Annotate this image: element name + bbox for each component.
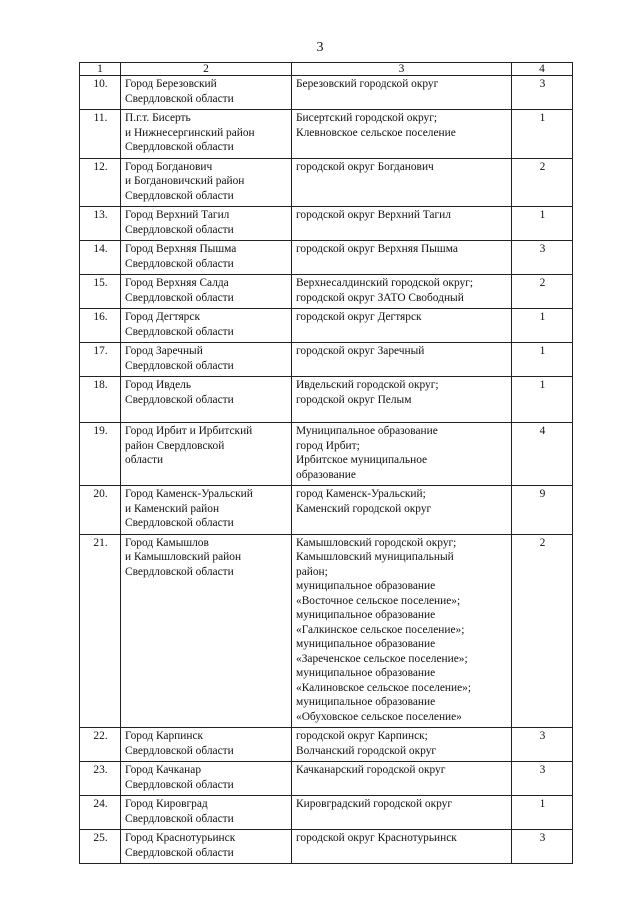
municipality-line: муниципальное образование [296,638,436,650]
count-cell: 2 [512,534,573,728]
table-row [80,830,573,864]
city-line: Свердловской области [125,565,234,578]
city-line: район Свердловской [125,439,225,452]
row-number-cell: 24. [80,796,121,830]
city-cell [121,830,292,864]
count-cell: 1 [512,110,573,159]
city-line: Город Заречный [125,345,203,357]
city-line: Свердловской области [125,812,234,825]
city-line: Город Ивдель [125,379,192,391]
row-number-cell: 18. [80,377,121,423]
row-number-cell: 19. [80,423,121,486]
city-line: Город Березовский [125,78,217,90]
city-cell [121,76,292,110]
municipality-line: городской округ Карпинск; [296,730,428,742]
count-cell: 1 [512,207,573,241]
municipality-line: городской округ ЗАТО Свободный [296,291,464,304]
municipality-cell [292,796,512,830]
row-number-cell: 12. [80,158,121,207]
table-row [80,728,573,762]
page-number: 3 [316,40,324,55]
table-row [80,76,573,110]
table-row [80,343,573,377]
municipality-line: городской округ Верхняя Пышма [296,243,458,255]
municipality-line: Камышловский городской округ; [296,536,457,549]
municipality-line: город Каменск-Уральский; [296,488,426,500]
municipality-line: Березовский городской округ [296,78,439,90]
municipality-line: муниципальное образование [296,580,436,592]
city-line: Свердловской области [125,141,234,153]
row-number-cell: 13. [80,207,121,241]
city-line: Город Богданович [125,160,213,173]
municipality-line: Камышловский муниципальный [296,551,454,563]
city-cell [121,534,292,728]
row-number-cell: 23. [80,762,121,796]
city-line: Свердловской области [125,744,234,757]
municipality-cell [292,241,512,275]
row-number-cell: 17. [80,343,121,377]
municipality-cell [292,158,512,207]
city-cell [121,728,292,762]
municipality-cell [292,207,512,241]
city-line: и Камышловский район [125,551,242,563]
count-cell: 3 [512,241,573,275]
city-cell [121,241,292,275]
table-row [80,207,573,241]
city-line: Свердловской области [125,223,234,236]
municipality-line: городской округ Пелым [296,393,412,406]
city-cell [121,110,292,159]
table-row [80,158,573,207]
city-line: Город Дегтярск [125,311,200,323]
municipality-line: образование [296,468,356,481]
city-line: Город Каменск-Уральский [125,488,253,500]
municipality-cell [292,534,512,728]
city-cell [121,796,292,830]
city-line: Город Верхняя Салда [125,277,229,289]
count-cell: 3 [512,762,573,796]
city-line: Свердловской области [125,291,234,304]
municipality-cell [292,309,512,343]
city-line: области [125,454,164,466]
table-row [80,423,573,486]
municipality-line: городской округ Верхний Тагил [296,209,451,221]
municipality-line: Бисертский городской округ; [296,112,438,124]
city-line: Город Верхняя Пышма [125,243,237,255]
city-cell [121,158,292,207]
table-row [80,241,573,275]
count-cell: 3 [512,76,573,110]
header-col-3: 3 [292,63,512,76]
header-col-1: 1 [80,63,121,76]
city-line: Свердловской области [125,393,234,406]
row-number-cell: 16. [80,309,121,343]
municipality-line: «Обуховское сельское поселение» [296,710,462,723]
municipality-line: муниципальное образование [296,696,436,708]
table-row [80,110,573,159]
municipality-cell [292,830,512,864]
municipality-line: Клевновское сельское поселение [296,126,456,139]
municipality-line: «Галкинское сельское поселение»; [296,623,465,636]
header-col-4: 4 [512,63,573,76]
city-line: Город Камышлов [125,536,209,549]
municipalities-table [79,62,573,864]
city-line: Свердловской области [125,325,234,338]
city-line: Город Ирбит и Ирбитский [125,425,253,437]
table-row [80,796,573,830]
count-cell: 9 [512,486,573,535]
table-row [80,486,573,535]
row-number-cell: 20. [80,486,121,535]
city-cell [121,207,292,241]
municipality-line: городской округ Краснотурьинск [296,832,457,844]
municipality-line: «Восточное сельское поселение»; [296,594,461,607]
table-header-row [80,63,573,76]
municipality-cell [292,762,512,796]
municipality-line: городской округ Богданович [296,160,434,173]
table-row [80,534,573,728]
city-cell [121,486,292,535]
row-number-cell: 21. [80,534,121,728]
row-number-cell: 10. [80,76,121,110]
table-row [80,275,573,309]
municipality-cell [292,486,512,535]
municipality-cell [292,76,512,110]
table-row [80,762,573,796]
table-row [80,377,573,423]
municipality-cell [292,343,512,377]
city-line: Свердловской области [125,257,234,270]
municipality-line: Ирбитское муниципальное [296,454,428,466]
municipality-line: городской округ Заречный [296,345,425,357]
header-col-2: 2 [121,63,292,76]
count-cell: 4 [512,423,573,486]
city-line: Свердловской области [125,359,234,372]
city-line: Город Верхний Тагил [125,209,230,221]
city-line: П.г.т. Бисерть [125,112,191,124]
city-line: Город Качканар [125,764,202,776]
city-cell [121,377,292,423]
municipality-cell [292,423,512,486]
municipality-cell [292,110,512,159]
city-line: Свердловской области [125,778,234,791]
city-cell [121,309,292,343]
row-number-cell: 25. [80,830,121,864]
municipality-line: «Зареченское сельское поселение»; [296,652,468,665]
row-number-cell: 11. [80,110,121,159]
count-cell: 1 [512,377,573,423]
city-line: Свердловской области [125,92,234,105]
municipality-line: город Ирбит; [296,439,360,452]
municipality-cell [292,377,512,423]
city-line: и Каменский район [125,502,220,515]
municipality-line: муниципальное образование [296,667,436,679]
municipality-line: Волчанский городской округ [296,744,437,757]
row-number-cell: 22. [80,728,121,762]
count-cell: 2 [512,158,573,207]
municipality-cell [292,728,512,762]
municipality-cell [292,275,512,309]
count-cell: 1 [512,309,573,343]
row-number-cell: 15. [80,275,121,309]
count-cell: 1 [512,796,573,830]
municipality-line: «Калиновское сельское поселение»; [296,681,471,694]
city-line: Город Кировград [125,798,208,810]
municipality-line: Каменский городской округ [296,502,432,515]
count-cell: 2 [512,275,573,309]
city-cell [121,762,292,796]
table-row [80,309,573,343]
count-cell: 3 [512,830,573,864]
city-line: Город Краснотурьинск [125,832,236,844]
municipality-line: муниципальное образование [296,609,436,621]
city-line: Свердловской области [125,189,234,202]
municipality-line: Кировградский городской округ [296,798,453,810]
city-line: и Нижнесергинский район [125,126,255,139]
municipality-line: городской округ Дегтярск [296,311,422,323]
row-number-cell: 14. [80,241,121,275]
municipality-line: район; [296,565,328,578]
city-line: и Богдановичский район [125,175,245,187]
count-cell: 3 [512,728,573,762]
city-cell [121,423,292,486]
count-cell: 1 [512,343,573,377]
municipality-line: Ивдельский городской округ; [296,379,439,391]
city-cell [121,343,292,377]
city-cell [121,275,292,309]
city-line: Свердловской области [125,517,234,529]
municipality-line: Качканарский городской округ [296,764,446,776]
municipality-line: Муниципальное образование [296,425,438,437]
city-line: Свердловской области [125,846,234,859]
city-line: Город Карпинск [125,730,204,742]
municipality-line: Верхнесалдинский городской округ; [296,277,474,289]
